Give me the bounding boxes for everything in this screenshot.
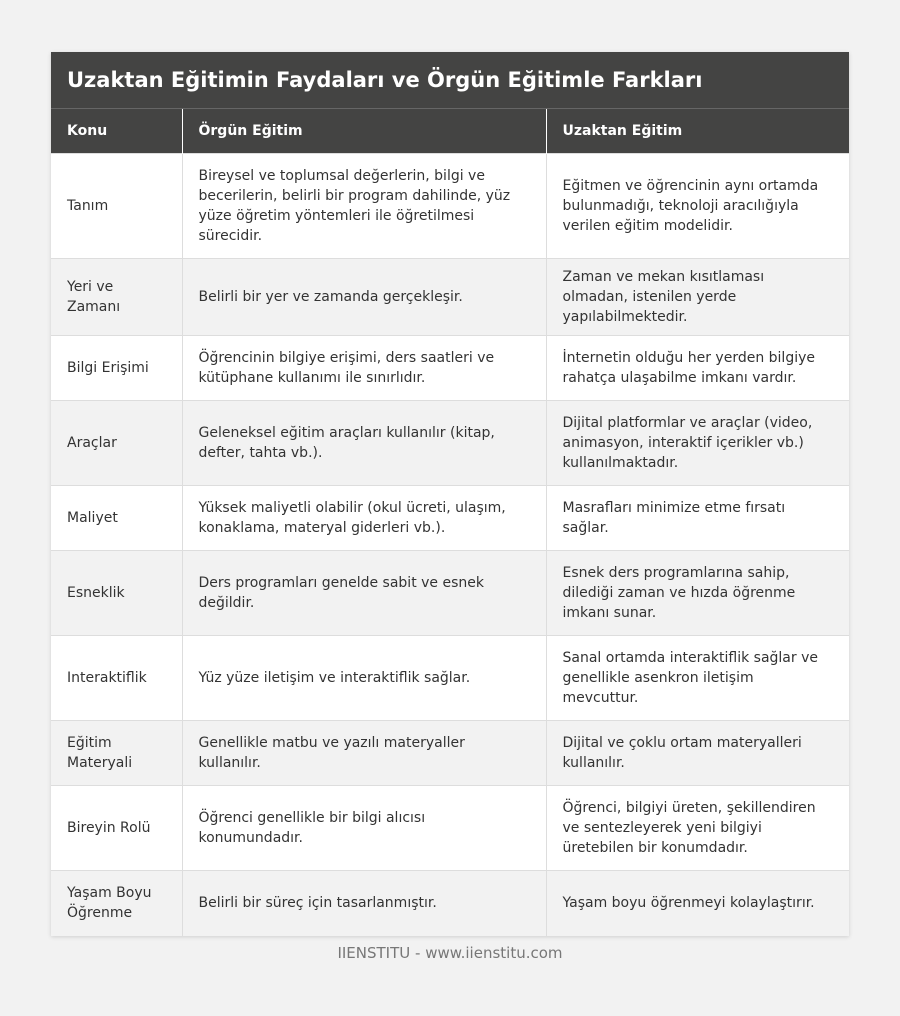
header-formal: Örgün Eğitim [182, 109, 546, 154]
cell-distance: Masrafları minimize etme fırsatı sağlar. [546, 486, 849, 551]
cell-topic: Maliyet [51, 486, 182, 551]
cell-formal: Öğrenci genellikle bir bilgi alıcısı konumundadır. [182, 786, 546, 871]
cell-formal: Geleneksel eğitim araçları kullanılır (kitap, defter, tahta vb.). [182, 401, 546, 486]
table-title: Uzaktan Eğitimin Faydaları ve Örgün Eğitimle Farkları [51, 52, 849, 109]
cell-formal: Yüksek maliyetli olabilir (okul ücreti, ulaşım, konaklama, materyal giderleri vb.). [182, 486, 546, 551]
cell-distance: Dijital platformlar ve araçlar (video, animasyon, interaktif içerikler vb.) kullanılmaktadır. [546, 401, 849, 486]
comparison-table-card [51, 52, 849, 936]
footer-credit: IIENSTITU - www.iienstitu.com [337, 944, 563, 962]
table-row [51, 786, 849, 871]
cell-formal: Öğrencinin bilgiye erişimi, ders saatleri ve kütüphane kullanımı ile sınırlıdır. [182, 336, 546, 401]
table-row [51, 401, 849, 486]
table-row [51, 486, 849, 551]
cell-distance: Sanal ortamda interaktiflik sağlar ve genellikle asenkron iletişim mevcuttur. [546, 636, 849, 721]
cell-distance: Yaşam boyu öğrenmeyi kolaylaştırır. [546, 871, 849, 936]
cell-topic: Esneklik [51, 551, 182, 636]
cell-distance: Dijital ve çoklu ortam materyalleri kullanılır. [546, 721, 849, 786]
cell-topic: Yaşam Boyu Öğrenme [51, 871, 182, 936]
cell-formal: Belirli bir yer ve zamanda gerçekleşir. [182, 259, 546, 336]
table-row [51, 871, 849, 936]
cell-distance: Esnek ders programlarına sahip, dilediği zaman ve hızda öğrenme imkanı sunar. [546, 551, 849, 636]
table-row [51, 551, 849, 636]
table-row [51, 636, 849, 721]
cell-topic: Interaktiflik [51, 636, 182, 721]
cell-topic: Eğitim Materyali [51, 721, 182, 786]
cell-formal: Bireysel ve toplumsal değerlerin, bilgi ve becerilerin, belirli bir program dahilinde, yüz yüze öğretim yöntemleri ile öğretilmesi sürecidir. [182, 154, 546, 259]
table-row [51, 721, 849, 786]
header-row [51, 109, 849, 154]
header-topic: Konu [51, 109, 182, 154]
table-row [51, 259, 849, 336]
cell-topic: Bireyin Rolü [51, 786, 182, 871]
table-row [51, 154, 849, 259]
header-distance: Uzaktan Eğitim [546, 109, 849, 154]
cell-formal: Belirli bir süreç için tasarlanmıştır. [182, 871, 546, 936]
table-row [51, 336, 849, 401]
cell-distance: Öğrenci, bilgiyi üreten, şekillendiren ve sentezleyerek yeni bilgiyi üretebilen bir konumdadır. [546, 786, 849, 871]
cell-topic: Tanım [51, 154, 182, 259]
cell-topic: Yeri ve Zamanı [51, 259, 182, 336]
cell-distance: İnternetin olduğu her yerden bilgiye rahatça ulaşabilme imkanı vardır. [546, 336, 849, 401]
comparison-table [51, 109, 849, 936]
cell-distance: Eğitmen ve öğrencinin aynı ortamda bulunmadığı, teknoloji aracılığıyla verilen eğitim modelidir. [546, 154, 849, 259]
cell-topic: Bilgi Erişimi [51, 336, 182, 401]
cell-topic: Araçlar [51, 401, 182, 486]
cell-distance: Zaman ve mekan kısıtlaması olmadan, istenilen yerde yapılabilmektedir. [546, 259, 849, 336]
cell-formal: Ders programları genelde sabit ve esnek değildir. [182, 551, 546, 636]
cell-formal: Genellikle matbu ve yazılı materyaller kullanılır. [182, 721, 546, 786]
cell-formal: Yüz yüze iletişim ve interaktiflik sağlar. [182, 636, 546, 721]
